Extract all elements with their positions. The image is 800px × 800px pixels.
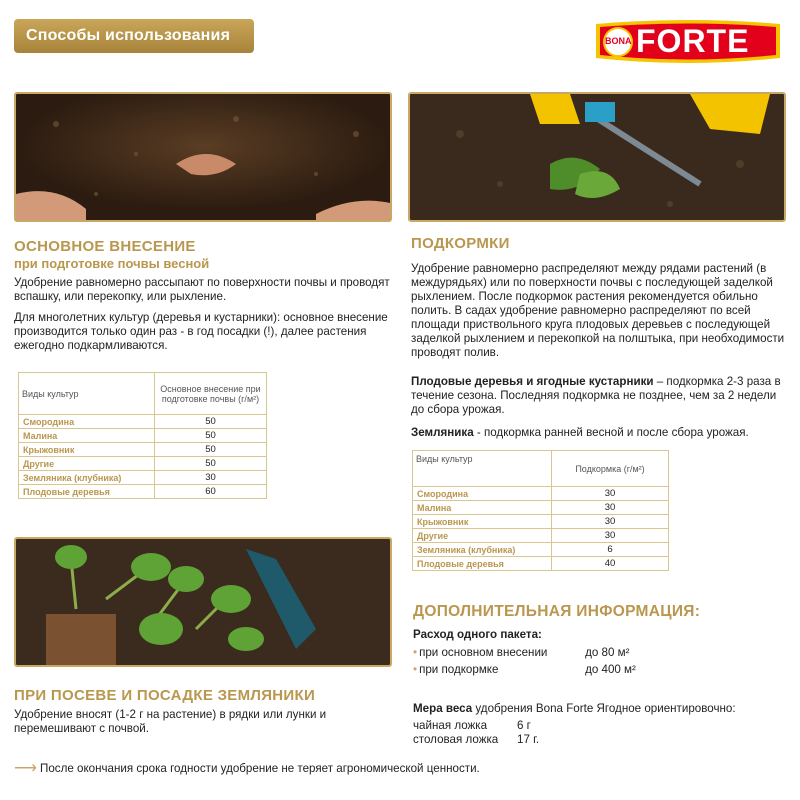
- bullet-icon: •: [413, 646, 418, 659]
- cultivator-photo: [408, 92, 786, 222]
- section-tag: Способы использования: [14, 19, 254, 53]
- table-header-rate: Основное внесение при подготовке почвы (г/м²): [155, 373, 267, 415]
- pack-usage-value: до 400 м²: [585, 663, 636, 676]
- pack-usage-label: при основном внесении: [419, 646, 548, 659]
- crop-rate: 40: [552, 557, 669, 571]
- spoon-list: [413, 719, 613, 747]
- logo-small-text: BONA: [605, 36, 632, 46]
- table-row: [19, 457, 267, 471]
- crop-rate: 50: [155, 443, 267, 457]
- table-row: [19, 443, 267, 457]
- crop-name: Смородина: [19, 415, 155, 429]
- crop-rate: 6: [552, 543, 669, 557]
- logo-big-text: FORTE: [636, 23, 750, 59]
- seedlings-photo: [14, 537, 392, 667]
- measure-bold: Мера веса: [413, 702, 473, 715]
- main-application-para1: Удобрение равномерно рассыпают по поверхности почвы и проводят вспашку, или перекопку, или рыхление.: [14, 276, 390, 303]
- strawberry-bold: Земляника: [411, 426, 474, 439]
- main-application-title: ОСНОВНОЕ ВНЕСЕНИЕ: [14, 238, 196, 255]
- feed-header-rate: Подкормка (г/м²): [552, 451, 669, 487]
- crop-rate: 30: [552, 515, 669, 529]
- crop-name: Другие: [413, 529, 552, 543]
- strawberry-planting-title: ПРИ ПОСЕВЕ И ПОСАДКЕ ЗЕМЛЯНИКИ: [14, 687, 316, 704]
- crop-name: Малина: [413, 501, 552, 515]
- main-application-table: [18, 372, 267, 499]
- table-row: [19, 429, 267, 443]
- crop-name: Смородина: [413, 487, 552, 501]
- measure-para: [413, 702, 788, 716]
- pack-usage-value: до 80 м²: [585, 646, 630, 659]
- extra-info-title: ДОПОЛНИТЕЛЬНАЯ ИНФОРМАЦИЯ:: [413, 603, 701, 620]
- footer-note: После окончания срока годности удобрение не теряет агрономической ценности.: [40, 762, 480, 775]
- crop-rate: 30: [155, 471, 267, 485]
- crop-rate: 30: [552, 529, 669, 543]
- table-row: [413, 515, 669, 529]
- crop-name: Плодовые деревья: [19, 485, 155, 499]
- table-row: [413, 487, 669, 501]
- table-row: [19, 471, 267, 485]
- table-row: [413, 557, 669, 571]
- crop-rate: 50: [155, 429, 267, 443]
- main-application-para2: Для многолетних культур (деревья и кустарники): основное внесение производится только один раз - в год посадки (!), далее растения ежегодно подкармливаются.: [14, 311, 388, 352]
- bona-forte-logo: [592, 18, 784, 72]
- spoon-row: [413, 733, 613, 747]
- table-header-crops: Виды культур: [19, 373, 155, 415]
- crop-rate: 50: [155, 415, 267, 429]
- spoon-value: 6 г: [517, 719, 531, 732]
- crop-rate: 60: [155, 485, 267, 499]
- measure-text: удобрения Bona Forte Ягодное ориентировочно:: [472, 702, 736, 715]
- crop-name: Земляника (клубника): [413, 543, 552, 557]
- pack-usage-list: [413, 646, 713, 680]
- feeding-table: [412, 450, 669, 571]
- pack-usage-row: [413, 663, 713, 680]
- strawberry-text: - подкормка ранней весной и после сбора урожая.: [473, 426, 749, 439]
- crop-rate: 50: [155, 457, 267, 471]
- spoon-label: чайная ложка: [413, 719, 488, 732]
- crop-name: Крыжовник: [413, 515, 552, 529]
- strawberry-planting-para: Удобрение вносят (1-2 г на растение) в рядки или лунки и перемешивают с почвой.: [14, 708, 327, 735]
- fruit-trees-bold: Плодовые деревья и ягодные кустарники: [411, 375, 654, 388]
- table-row: [19, 485, 267, 499]
- table-row: [413, 529, 669, 543]
- crop-rate: 30: [552, 487, 669, 501]
- pack-usage-row: [413, 646, 713, 663]
- soil-photo: [14, 92, 392, 222]
- crop-rate: 30: [552, 501, 669, 515]
- crop-name: Крыжовник: [19, 443, 155, 457]
- footer-arrow: ⟶: [14, 760, 37, 777]
- spoon-label: столовая ложка: [413, 733, 499, 746]
- feed-header-crops: Виды культур: [413, 451, 552, 487]
- feeding-title: ПОДКОРМКИ: [411, 235, 510, 252]
- strawberry-feed-para: [411, 426, 786, 440]
- pack-usage-title: Расход одного пакета:: [413, 628, 542, 641]
- bullet-icon: •: [413, 663, 418, 676]
- table-row: [19, 415, 267, 429]
- spoon-value: 17 г.: [517, 733, 540, 746]
- table-row: [413, 501, 669, 515]
- fruit-trees-text: – подкормка 2-3 раза в течение сезона. Последняя подкормка не позднее, чем за 2 недели до сбора урожая.: [411, 375, 781, 416]
- crop-name: Земляника (клубника): [19, 471, 155, 485]
- fruit-trees-para: [411, 375, 786, 417]
- pack-usage-label: при подкормке: [419, 663, 499, 676]
- main-application-subtitle: при подготовке почвы весной: [14, 256, 210, 271]
- crop-name: Малина: [19, 429, 155, 443]
- feeding-para: Удобрение равномерно распределяют между рядами растений (в междурядьях) или по поверхности почвы с последующей заделкой рыхлением. После подкормок растения рекомендуется обильно полить. В садах удобрение равномерно распределяют по всей площади приствольного круга плодовых деревьев с последующей заделкой рыхлением и перекопкой на полштыка, при необходимости проводят полив.: [411, 262, 785, 359]
- table-row: [413, 543, 669, 557]
- crop-name: Плодовые деревья: [413, 557, 552, 571]
- spoon-row: [413, 719, 613, 733]
- crop-name: Другие: [19, 457, 155, 471]
